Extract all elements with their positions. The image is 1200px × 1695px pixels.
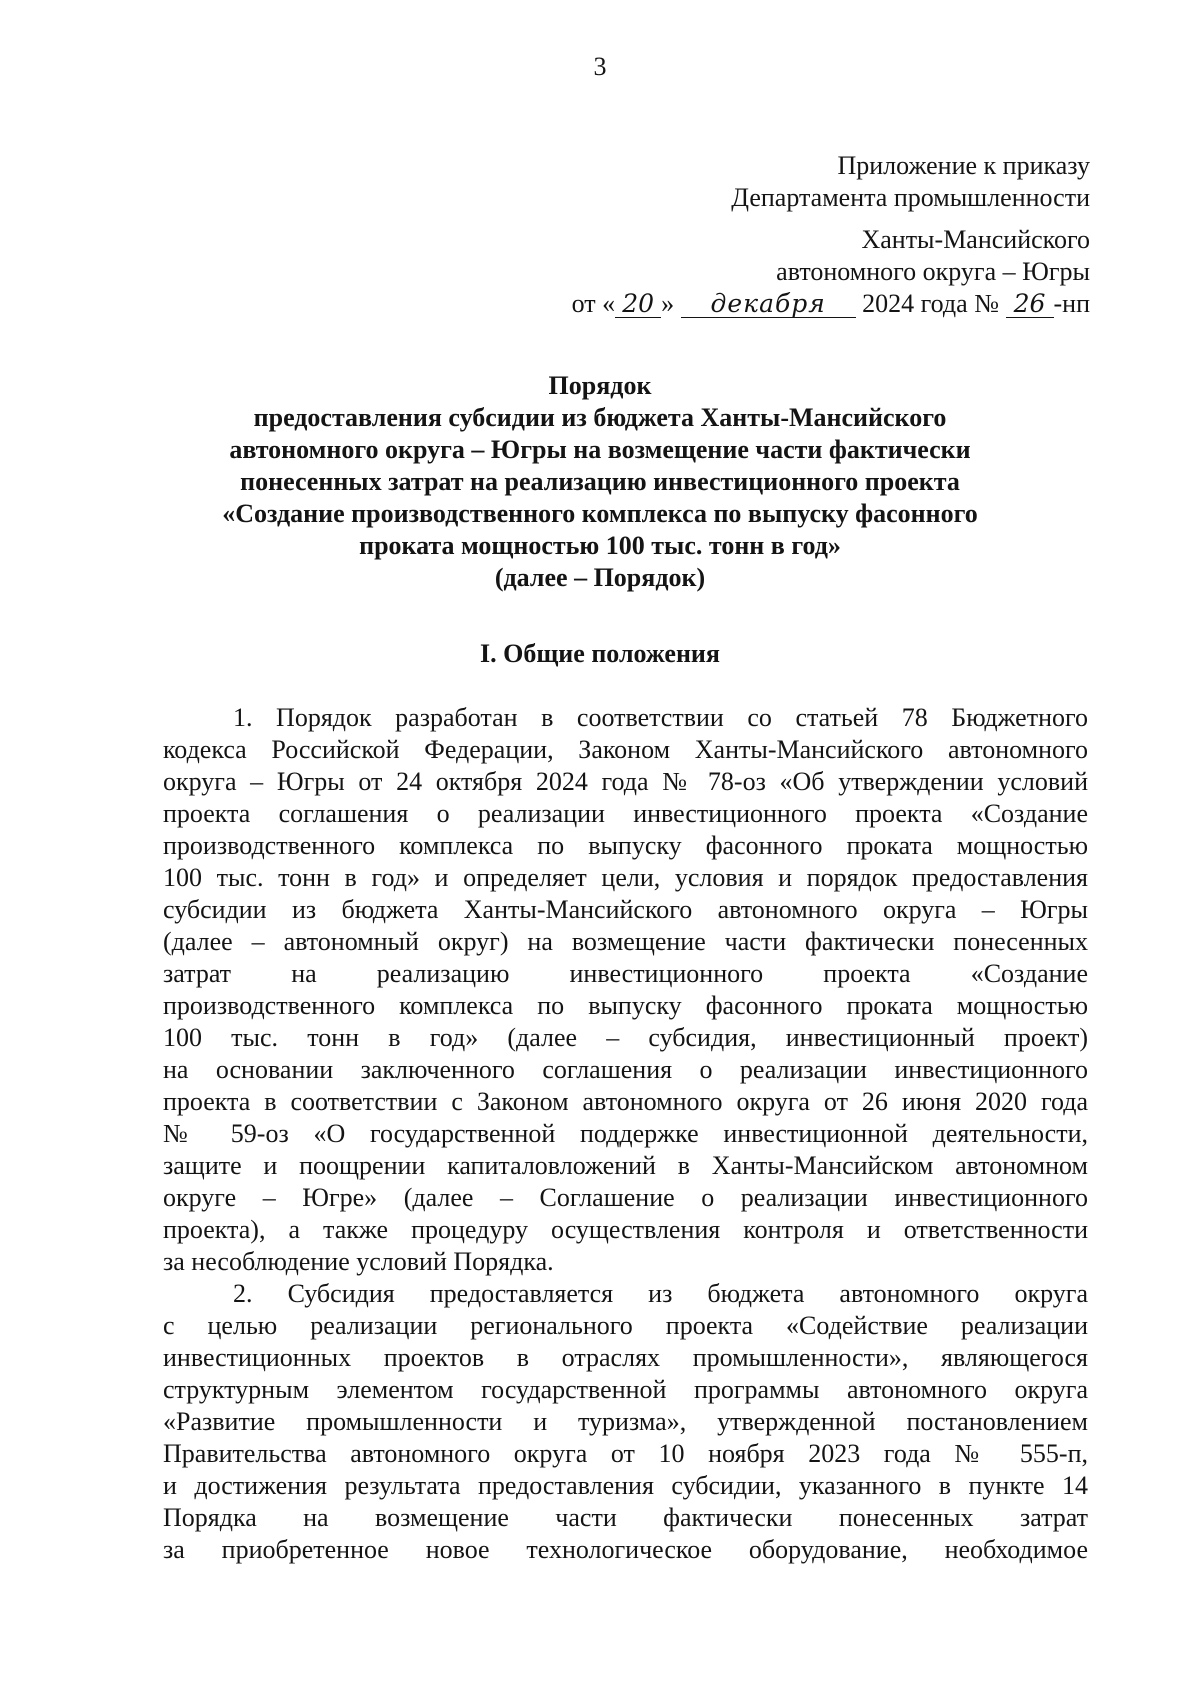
text-line: проекта в соответствии с Законом автономного округа от 26 июня 2020 года [163, 1087, 1088, 1116]
title-line: предоставления субсидии из бюджета Ханты-Мансийского [253, 403, 947, 432]
handwritten-month: декабря [681, 291, 856, 318]
header-line-4: автономного округа – Югры [776, 257, 1090, 286]
text-line: «Развитие промышленности и туризма», утвержденной постановлением [163, 1407, 1088, 1436]
text-line: 1. Порядок разработан в соответствии со статьей 78 Бюджетного [233, 703, 1088, 732]
section-heading: I. Общие положения [480, 639, 720, 668]
text-line: округе – Югре» (далее – Соглашение о реализации инвестиционного [163, 1183, 1088, 1212]
document-title [150, 370, 1050, 594]
text-line: субсидии из бюджета Ханты-Мансийского автономного округа – Югры [163, 895, 1088, 924]
text-line: Правительства автономного округа от 10 ноября 2023 года № 555-п, [163, 1439, 1088, 1468]
title-line: проката мощностью 100 тыс. тонн в год» [359, 531, 841, 560]
text-line: на основании заключенного соглашения о реализации инвестиционного [163, 1055, 1088, 1084]
text-line: и достижения результата предоставления субсидии, указанного в пункте 14 [163, 1471, 1088, 1500]
title-line: понесенных затрат на реализацию инвестиционного проекта [240, 467, 960, 496]
text-line: № 59-оз «О государственной поддержке инвестиционной деятельности, [163, 1119, 1088, 1148]
text-line: затрат на реализацию инвестиционного проекта «Создание [163, 959, 1088, 988]
text-line: структурным элементом государственной программы автономного округа [163, 1375, 1088, 1404]
text-line: инвестиционных проектов в отраслях промышленности», являющегося [163, 1343, 1088, 1372]
paragraph-1 [163, 702, 1088, 1278]
date-mid: » [661, 289, 681, 318]
text-line: за несоблюдение условий Порядка. [163, 1247, 554, 1276]
order-suffix: -нп [1053, 289, 1090, 318]
text-line: за приобретенное новое технологическое оборудование, необходимое [163, 1535, 1088, 1564]
header-line-2: Департамента промышленности [731, 183, 1090, 212]
title-line: (далее – Порядок) [494, 563, 706, 592]
date-year: 2024 года № [855, 289, 1006, 318]
text-line: производственного комплекса по выпуску фасонного проката мощностью [163, 831, 1088, 860]
paragraph-2 [163, 1278, 1088, 1566]
text-line: кодекса Российской Федерации, Законом Ханты-Мансийского автономного [163, 735, 1088, 764]
date-prefix: от « [571, 289, 616, 318]
handwritten-order-number: 26 [1006, 291, 1054, 318]
text-line: производственного комплекса по выпуску фасонного проката мощностью [163, 991, 1088, 1020]
text-line: проекта соглашения о реализации инвестиционного проекта «Создание [163, 799, 1088, 828]
text-line: Порядка на возмещение части фактически понесенных затрат [163, 1503, 1088, 1532]
text-line: с целью реализации регионального проекта «Содействие реализации [163, 1311, 1088, 1340]
text-line: 100 тыс. тонн в год» (далее – субсидия, инвестиционный проект) [163, 1023, 1088, 1052]
text-line: защите и поощрении капиталовложений в Ханты-Мансийском автономном [163, 1151, 1088, 1180]
title-line: Порядок [548, 371, 652, 400]
text-line: 100 тыс. тонн в год» и определяет цели, условия и порядок предоставления [163, 863, 1088, 892]
handwritten-day: 20 [615, 291, 661, 318]
text-line: проекта), а также процедуру осуществления контроля и ответственности [163, 1215, 1088, 1244]
header-line-3: Ханты-Мансийского [861, 225, 1090, 254]
title-line: «Создание производственного комплекса по выпуску фасонного [222, 499, 978, 528]
document-body [163, 702, 1088, 1566]
text-line: 2. Субсидия предоставляется из бюджета автономного округа [233, 1279, 1088, 1308]
text-line: округа – Югры от 24 октября 2024 года № 78-оз «Об утверждении условий [163, 767, 1088, 796]
appendix-header [572, 150, 1090, 320]
page-number: 3 [593, 52, 607, 81]
order-date-line [572, 288, 1090, 320]
header-line-1: Приложение к приказу [837, 151, 1090, 180]
title-line: автономного округа – Югры на возмещение части фактически [229, 435, 971, 464]
text-line: (далее – автономный округ) на возмещение части фактически понесенных [163, 927, 1088, 956]
